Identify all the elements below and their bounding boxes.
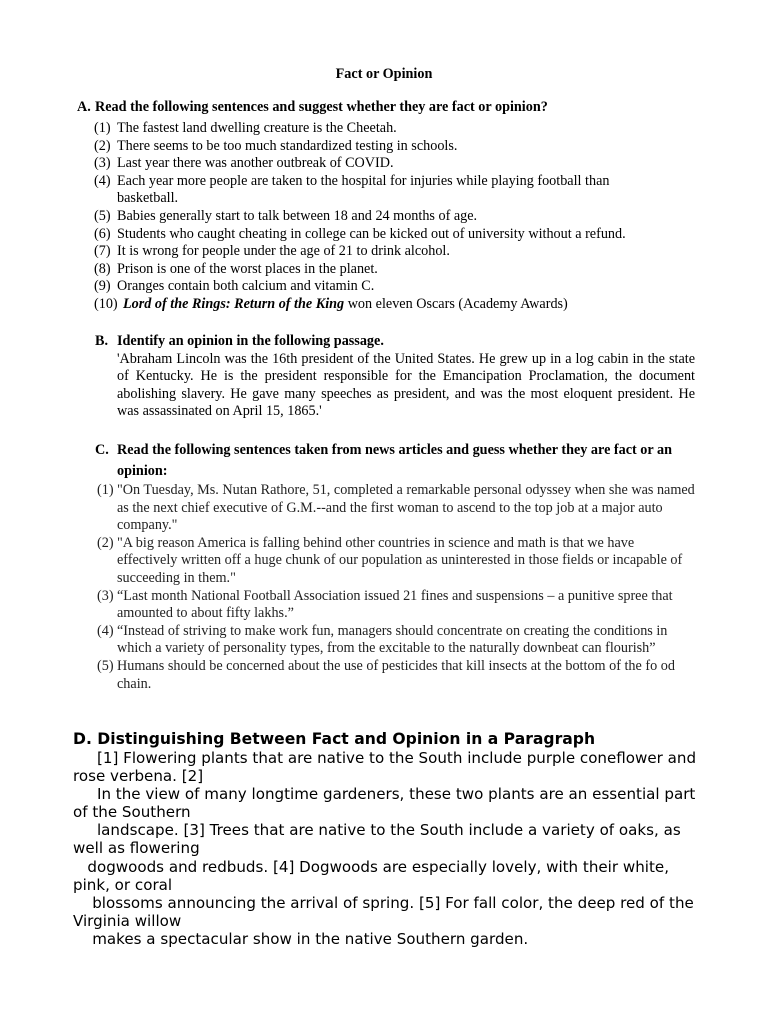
section-a-heading-text: Read the following sentences and suggest whether they are fact or opinion? (95, 99, 548, 115)
list-item (94, 120, 654, 138)
paragraph-line: dogwoods and redbuds. [4] Dogwoods are especially lovely, with their white, (73, 857, 669, 876)
list-item (94, 155, 654, 173)
section-b-label: B. (95, 333, 109, 349)
item-number: (10) (94, 295, 118, 312)
list-item (94, 296, 654, 314)
lincoln-passage: 'Abraham Lincoln was the 16th president of the United States. He grew up in a log cabin in the state of Kentucky. He is the president responsible for the Emancipation Proclamation, the document abolishing slavery. He gave many speeches as president, and was the most eloquent president. He was assassinated on April 15, 1865.' (117, 350, 695, 420)
page-title: Fact or Opinion (335, 66, 433, 82)
item-text: It is wrong for people under the age of 21 to drink alcohol. (117, 243, 450, 260)
section-c-heading-text: Read the following sentences taken from news articles and guess whether they are fact or an opinion: (117, 442, 672, 479)
list-item (94, 226, 654, 244)
paragraph-line: of the Southern (73, 803, 191, 822)
item-number: (4) (97, 622, 114, 639)
section-d-heading: D. Distinguishing Between Fact and Opinion in a Paragraph (73, 730, 596, 748)
paragraph-line: Virginia willow (73, 911, 182, 930)
item-text: Babies generally start to talk between 18 and 24 months of age. (117, 207, 478, 224)
item-text: There seems to be too much standardized testing in schools. (117, 137, 458, 154)
item-text: won eleven Oscars (Academy Awards) (344, 295, 568, 312)
section-c-label: C. (95, 442, 109, 458)
item-text: The fastest land dwelling creature is the Cheetah. (117, 120, 397, 136)
item-text: Prison is one of the worst places in the planet. (117, 260, 378, 277)
item-text: Each year more people are taken to the hospital for injuries while playing football than basketball. (117, 172, 610, 207)
item-text: Students who caught cheating in college can be kicked out of university without a refund. (117, 225, 626, 242)
item-text: Humans should be concerned about the use of pesticides that kill insects at the bottom of the fo od chain. (117, 657, 675, 692)
paragraph-line: well as flowering (73, 839, 200, 858)
list-item (94, 243, 654, 261)
item-text: Last year there was another outbreak of COVID. (117, 155, 394, 172)
item-number: (4) (94, 172, 111, 189)
list-item (94, 278, 654, 296)
list-item (97, 623, 697, 658)
section-d (73, 729, 703, 948)
item-text: "A big reason America is falling behind other countries in science and math is that we have effectively written off a huge chunk of our population as uninterested in those fields or incapable of succeeding in them." (117, 534, 683, 586)
section-c (95, 440, 695, 481)
item-number: (2) (94, 137, 111, 154)
list-item (97, 482, 697, 535)
section-b (95, 333, 695, 421)
section-c-heading (95, 440, 695, 481)
item-text: “Last month National Football Association issued 21 fines and suspensions – a punitive spree that amounted to about fifty lakhs.” (117, 587, 673, 622)
item-text: Oranges contain both calcium and vitamin C. (117, 278, 375, 295)
item-number: (1) (94, 120, 111, 136)
item-number: (8) (94, 260, 111, 277)
list-item (94, 261, 654, 279)
film-title: Lord of the Rings: Return of the King (123, 295, 345, 312)
item-number: (5) (94, 207, 111, 224)
paragraph-line: makes a spectacular show in the native Southern garden. (73, 929, 529, 948)
item-number: (7) (94, 243, 111, 260)
list-item (97, 588, 697, 623)
paragraph-line: rose verbena. [2] (73, 767, 204, 786)
item-number: (9) (94, 278, 111, 295)
paragraph-line: landscape. [3] Trees that are native to the South include a variety of oaks, as (73, 821, 681, 840)
item-number: (3) (97, 587, 114, 604)
list-item (94, 138, 654, 156)
item-number: (1) (97, 482, 114, 498)
section-a-list (94, 120, 654, 314)
item-number: (2) (97, 534, 114, 551)
section-b-heading-text: Identify an opinion in the following passage. (117, 333, 384, 349)
item-text: “Instead of striving to make work fun, managers should concentrate on creating the conditions in which a variety of personality types, from the excitable to the naturally downbeat can flourish” (117, 622, 668, 657)
item-text: "On Tuesday, Ms. Nutan Rathore, 51, completed a remarkable personal odyssey when she was named as the next chief executive of G.M.--and the first woman to ascend to the top job at a major auto company." (117, 482, 695, 534)
list-item (97, 535, 697, 588)
section-a-heading (77, 99, 548, 117)
list-item (97, 658, 697, 693)
section-c-list (97, 482, 697, 693)
section-a-label: A. (77, 99, 91, 115)
item-number: (5) (97, 657, 114, 674)
paragraph-line: pink, or coral (73, 875, 173, 894)
item-number: (3) (94, 155, 111, 172)
list-item (94, 173, 654, 208)
paragraph-line: In the view of many longtime gardeners, these two plants are an essential part (73, 785, 696, 804)
list-item (94, 208, 654, 226)
paragraph-line: [1] Flowering plants that are native to the South include purple coneflower and (73, 749, 697, 767)
item-number: (6) (94, 225, 111, 242)
paragraph-line: blossoms announcing the arrival of spring. [5] For fall color, the deep red of the (73, 893, 694, 912)
section-b-heading (95, 333, 695, 351)
